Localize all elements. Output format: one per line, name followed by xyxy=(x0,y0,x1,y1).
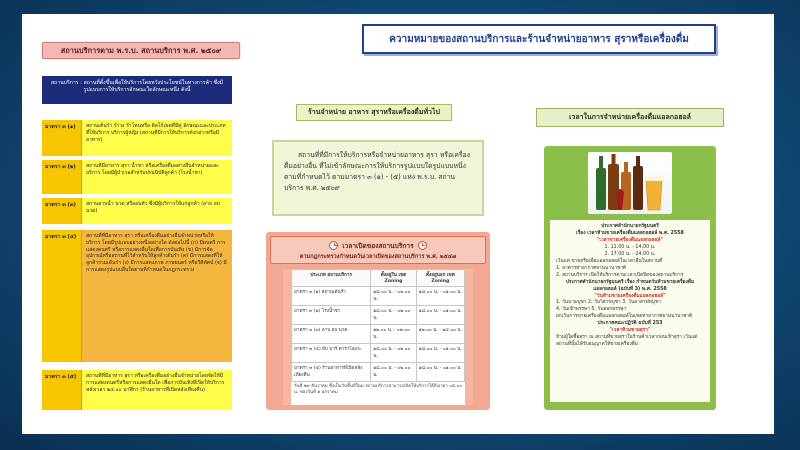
notice-line: "เวลาห้ามขายสุรา" xyxy=(609,328,651,334)
table-footnote: วันที่ ๒๙ ธันวาคม ซึ่งเป็นวันขึ้นปีใหม่ สถานบริการสามารถเปิดให้บริการได้ถึงเวลา ๐๔.๐๐ น. ของวันที่ ๑ มกราคม xyxy=(294,384,462,395)
table-header: ตั้งอยู่นอก เขต Zoning xyxy=(416,270,464,287)
alcohol-hours-text xyxy=(550,220,710,402)
table-row xyxy=(292,363,465,382)
table-cell: ๑๘.๐๐ น. - ๐๑.๐๐ น. xyxy=(416,344,464,363)
section-3-1 xyxy=(42,120,232,156)
notice-line: 1. อาคารท่าอากาศยานนานาชาติ xyxy=(556,265,627,271)
opening-hours-subtitle: ตามกฎกระทรวงกำหนดวันเวลาเปิดของสถานบริการ พ.ศ. ๒๕๔๗ xyxy=(299,253,457,260)
alcohol-bottles-image xyxy=(588,152,672,214)
table-cell: ๑๘.๐๐ น. - ๐๒.๐๐ น. xyxy=(371,344,416,363)
opening-hours-panel xyxy=(266,232,490,410)
section-text: สถานเต้นรำ รำวง รำโทนหรือ ดิสโก้เธคที่มีคู่ ลักษณะและประเภทที่ให้บริการ บริการผู้หญิง (สถานที่มีการให้บริการดังกล่าวหรือมีอาหาร) xyxy=(86,123,226,143)
table-cell: ๑๘.๐๐ น. - ๐๒.๐๐ น. xyxy=(371,287,416,306)
notice-line: 2. 17.00 น. - 24.00 น. xyxy=(604,251,656,257)
notice-line: "เวลาขายเครื่องดื่มแอลกอฮอล์" xyxy=(596,237,664,243)
section-text: สถานที่ที่มีอาหาร สุรา หรือเครื่องดื่มอย่างอื่นจำหน่ายโดยจัดให้มีการแสดงดนตรีหรือการแสดงอื่นใด เพื่อการบันเทิงที่เปิดให้บริการหลังเวลา ๒๔.๐๐ นาฬิกา (ร้านอาหารที่เปิดหลังเที่ยงคืน) xyxy=(86,373,225,393)
section-text: สถานอาบน้ำ นวด หรืออบตัว ซึ่งมีผู้บริการให้แก่ลูกค้า (อาบ อบ นวด) xyxy=(86,201,220,214)
section-label: มาตรา ๓ (๒) xyxy=(42,160,82,194)
notice-line: 1. วันมาฆบูชา 2. วันวิสาขบูชา 3. วันอาสาฬหบูชา xyxy=(556,300,661,306)
table-row xyxy=(292,344,465,363)
general-shop-description: สถานที่ที่มีการให้บริการหรือจำหน่ายอาหาร สุรา หรือเครื่องดื่มอย่างอื่น ที่ไม่เข้าลักษณะการให้บริการรูปแบบใดรูปแบบหนึ่งตามที่กำหนดไว้ ตามมาตรา ๓ (๑) - (๕) แห่ง พ.ร.บ. สถานบริการ พ.ศ. ๒๕๐๙ xyxy=(272,140,484,216)
section-text: สถานที่มีอาหาร สุรา น้ำชา หรือเครื่องดื่มอย่างอื่นจำหน่ายและบริการ โดยมีผู้บำเรอสำหรับปรนนิบัติลูกค้า (โรงน้ำชา) xyxy=(86,163,219,176)
service-definition: สถานบริการ : สถานที่ตั้งขึ้นเพื่อให้บริการโดยหวังประโยชน์ในทางการค้า ซึ่งมีรูปแบบการให้บริการลักษณะใดลักษณะหนึ่ง ดังนี้ xyxy=(42,76,232,104)
alcohol-hours-panel xyxy=(544,146,716,410)
slide-title: ความหมายของสถานบริการและร้านจำหน่ายอาหาร สุราหรือเครื่องดื่ม xyxy=(362,24,716,54)
notice-line: ยกเว้นการขายเครื่องดื่มแอลกอฮอล์ในเขตท่าอากาศยานนานาชาติ xyxy=(556,314,693,320)
notice-line: เรื่อง เวลาห้ามขายเครื่องดื่มแอลกอฮอล์ พ.ศ. 2558 xyxy=(576,230,684,236)
opening-hours-table xyxy=(291,269,465,382)
section-3-4 xyxy=(42,230,232,362)
opening-hours-table-frame xyxy=(283,269,473,405)
notice-line: ประกาศคณะปฏิวัติ ฉบับที่ 253 xyxy=(597,321,663,327)
alcohol-hours-title: เวลาในการจำหน่ายเครื่องดื่มแอลกอฮอล์ xyxy=(536,108,724,127)
table-cell: ๑๘.๐๐ น. - ๐๒.๐๐ น. xyxy=(371,306,416,325)
table-cell: ๑๒.๐๐ น. - ๐๒.๐๐ น. xyxy=(371,325,416,344)
general-shop-title: ร้านจำหน่าย อาหาร สุราหรือเครื่องดื่มทั่วไป xyxy=(296,104,452,121)
table-row xyxy=(292,325,465,344)
opening-hours-header xyxy=(270,236,486,264)
table-cell: มาตรา ๓ (๔) ผับ บาร์ คาราโอเกะ xyxy=(292,344,371,363)
table-cell: มาตรา ๓ (๓) อาบ อบ นวด xyxy=(292,325,371,344)
table-cell: มาตรา ๓ (๑) สถานเต้นรำ xyxy=(292,287,371,306)
clock-icon xyxy=(418,241,427,250)
table-cell: มาตรา ๓ (๕) ร้านอาหารที่เปิดหลังเที่ยงคืน xyxy=(292,363,371,382)
table-header: ประเภท สถานบริการ xyxy=(292,270,371,287)
section-label: มาตรา ๓ (๔) xyxy=(42,230,82,362)
section-3-2 xyxy=(42,160,232,194)
notice-line: 2. สถานบริการ เปิดให้บริการตามเวลาเปิดปิดของสถานบริการ xyxy=(556,272,684,278)
notice-line: 1. 11.00 น. - 14.00 น. xyxy=(604,244,656,250)
notice-line: ประกาศสำนักนายกรัฐมนตรี xyxy=(601,224,659,229)
section-text: สถานที่ที่มีอาหาร สุรา หรือเครื่องดื่มอย่างอื่นจำหน่ายหรือให้บริการ โดยมีรูปแบบอย่างหนึ่งอย่างใด ดังต่อไปนี้ (ก) มีดนตรี การแสดงดนตรี หรือการแสดงอื่นใดเพื่อการบันเทิง (ข) มีการจัดอุปกรณ์หรือสถานที่ไว้สำหรับให้ลูกค้าเต้นรำ (ค) มีการแสดงที่ให้ลูกค้าร่วมเต้นรำ (ง) มีการแสดงภาพ ภาพยนตร์ หรือวีดิทัศน์ (จ) มีการแสดงรูปแบบอื่นใดตามที่กำหนดในกฎกระทรวง xyxy=(86,233,227,273)
notice-line: ห้ามผู้ใดซื้อสุรา ณ สถานที่ขายสุราในร้านค้าเวลาก่อนเข้าสุรา เว้นแต่ สถานที่นั้นได้รับอนุญาตให้ขายเครื่องดื่ม xyxy=(556,335,698,348)
table-row xyxy=(292,306,465,325)
left-section-title: สถานบริการตาม พ.ร.บ. สถานบริการ พ.ศ. ๒๕๐๙ xyxy=(42,42,240,59)
clock-icon xyxy=(329,241,338,250)
table-cell: ๑๒.๐๐ น. - ๒๔.๐๐ น. xyxy=(416,325,464,344)
notice-line: "วันห้ามขายเครื่องดื่มแอลกอฮอล์" xyxy=(594,293,666,299)
opening-hours-title: เวลาเปิดของสถานบริการ xyxy=(342,241,414,250)
table-cell: ๑๘.๐๐ น. - ๐๑.๐๐ น. xyxy=(416,287,464,306)
table-cell: มาตรา ๓ (๒) โรงน้ำชา xyxy=(292,306,371,325)
table-cell: ๑๘.๐๐ น. - ๐๒.๐๐ น. xyxy=(371,363,416,382)
section-label: มาตรา ๓ (๑) xyxy=(42,120,82,156)
section-label: มาตรา ๓ (๓) xyxy=(42,198,82,224)
table-cell: ๑๘.๐๐ น. - ๐๑.๐๐ น. xyxy=(416,363,464,382)
table-row xyxy=(292,287,465,306)
notice-line: 4. วันเข้าพรรษา 5. วันออกพรรษา xyxy=(556,307,627,313)
notice-line: เว้นแต่ ขายหรือเพื่อแอลกอฮอล์ในเวลาอื่นในสถานที่ xyxy=(556,258,663,264)
section-label: มาตรา ๓ (๕) xyxy=(42,370,82,410)
table-header: ตั้งอยู่ใน เขต Zoning xyxy=(371,270,416,287)
notice-line: ประกาศสำนักนายกรัฐมนตรี เรื่อง กำหนดวันห้ามขายเครื่องดื่มแอลกอฮอล์ (ฉบับที่ 3) พ.ศ. 2558 xyxy=(565,279,695,292)
section-3-5 xyxy=(42,370,232,410)
table-cell: ๑๘.๐๐ น. - ๐๑.๐๐ น. xyxy=(416,306,464,325)
section-3-3 xyxy=(42,198,232,224)
